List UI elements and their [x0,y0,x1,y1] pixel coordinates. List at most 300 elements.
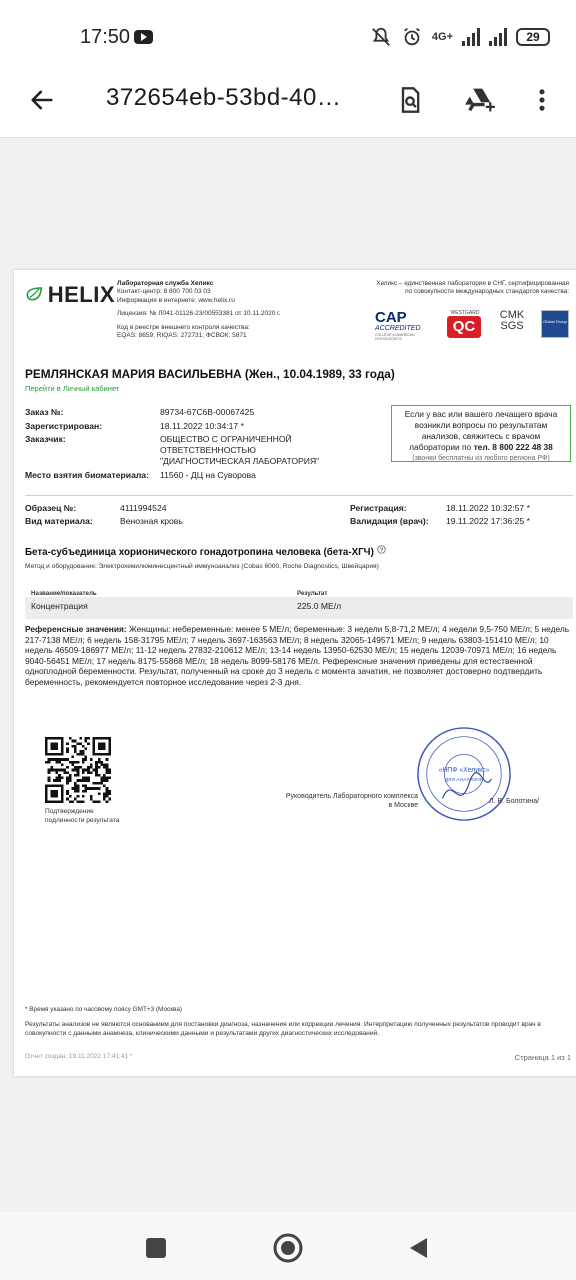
qr-module [103,785,106,788]
qr-module [50,737,53,740]
qr-module [45,740,48,743]
home-button[interactable] [270,1230,306,1266]
network-type: 4G+ [431,30,453,43]
qr-module [85,758,88,761]
test-title-text: Бета-субъединица хорионического гонадотропина человека (бета-ХГЧ) [25,547,374,558]
qr-module [85,790,88,793]
qr-module [87,777,90,780]
qr-module [103,742,106,745]
qr-module [48,761,51,764]
qr-module [45,795,48,798]
qr-module [45,798,48,801]
qr-module [61,742,64,745]
place-label: Место взятия биоматериала: [25,470,149,480]
qr-module [108,737,111,740]
qr-module [69,800,72,803]
mute-icon [370,26,392,48]
qr-caption-line1: Подтверждение [45,808,94,815]
stamp-sub: ДЛЯ АНАЛИЗОВ [444,777,484,783]
qr-module [48,785,51,788]
qr-module [100,748,103,751]
customer-value: ОБЩЕСТВО С ОГРАНИЧЕННОЙ ОТВЕТСТВЕННОСТЬЮ "ДИАГНОСТИЧЕСКАЯ ЛАБОРАТОРИЯ" [160,434,320,466]
qr-module [108,753,111,756]
search-in-document-button[interactable] [390,80,430,120]
qr-module [74,798,77,801]
drive-add-icon [464,86,496,114]
qr-module [85,740,88,743]
qr-module [103,779,106,782]
qr-module [82,779,85,782]
qr-module [98,761,101,764]
qr-module [82,750,85,753]
nav-back-button[interactable] [400,1230,436,1266]
status-icons [370,24,550,50]
qr-module [77,779,80,782]
qr-module [74,766,77,769]
qr-module [56,753,59,756]
qr-module [77,787,80,790]
place-value: 11560 - ДЦ на Суворова [160,470,256,480]
qr-module [48,771,51,774]
lab-license: Лицензия: № Л041-01126-23/00553381 от 10.11.2020 г. [117,310,281,318]
qr-module [56,769,59,772]
global-group-logo [541,310,569,338]
qr-module [82,753,85,756]
col-result-header: Результат [297,590,328,597]
cap-subtitle: ACCREDITED [375,325,421,332]
qr-module [82,758,85,761]
qr-module [100,763,103,766]
qr-module [58,800,61,803]
qr-module [61,800,64,803]
qr-module [93,787,96,790]
qr-module [106,737,109,740]
qr-module [56,792,59,795]
qr-module [61,798,64,801]
qr-module [98,774,101,777]
qr-module [53,790,56,793]
qr-module [87,769,90,772]
qr-module [61,740,64,743]
qr-module [56,779,59,782]
qr-module [79,779,82,782]
material-value: Венозная кровь [120,516,183,526]
cap-tiny: COLLEGE of AMERICAN PATHOLOGISTS [375,333,415,341]
qr-module [66,742,69,745]
qr-module [103,774,106,777]
qr-module [103,795,106,798]
lab-eqas: EQAS: 8659; RIQAS: 272731; ФСВОК: 5871 [117,332,247,340]
qr-module [100,737,103,740]
qr-module [103,798,106,801]
qr-module [98,753,101,756]
qr-module [108,792,111,795]
qr-module [79,737,82,740]
qr-module [66,790,69,793]
back-icon [407,1236,429,1260]
qr-module [82,785,85,788]
qr-module [108,798,111,801]
more-options-button[interactable] [522,80,562,120]
qr-module [100,777,103,780]
qr-module [82,745,85,748]
qr-module [93,750,96,753]
qr-module [79,742,82,745]
qr-module [45,737,48,740]
back-arrow-icon [28,86,56,114]
qr-module [56,785,59,788]
table-row [25,597,573,619]
qr-module [100,761,103,764]
qr-module [77,785,80,788]
registered-label: Зарегистрирован: [25,421,103,431]
logo-text: HELIX [47,282,115,307]
help-circle-icon[interactable] [377,545,386,554]
qr-module [87,766,90,769]
qr-module [56,748,59,751]
qr-module [98,787,101,790]
qr-module [45,742,48,745]
qr-module [53,792,56,795]
qr-module [87,742,90,745]
qr-module [58,774,61,777]
signal-icon [462,28,480,46]
cabinet-link[interactable]: Перейти в Личный кабинет [25,384,120,393]
qr-module [50,792,53,795]
qr-module [71,769,74,772]
qr-module [106,800,109,803]
qr-module [106,771,109,774]
back-button[interactable] [22,80,62,120]
qr-module [50,790,53,793]
qr-module [74,787,77,790]
qr-module [61,748,64,751]
customer-row [25,434,385,468]
qr-module [74,748,77,751]
qr-module [85,779,88,782]
qr-module [100,782,103,785]
add-to-drive-button[interactable] [460,80,500,120]
qr-module [61,763,64,766]
row-result: 225.0 МЕ/л [297,601,342,611]
qr-module [61,753,64,756]
contact-phone: тел. 8 800 222 48 38 [473,442,553,452]
youtube-icon [134,30,153,44]
qr-module [108,745,111,748]
qr-module [93,748,96,751]
head-sign-line2: в Москве [388,802,418,809]
cmk-label: CMK [499,309,525,321]
qr-module [50,800,53,803]
qr-module [108,777,111,780]
qr-module [108,771,111,774]
qr-module [66,750,69,753]
qr-module [103,737,106,740]
qr-module [58,779,61,782]
qr-module [82,790,85,793]
contact-text: Если у вас или вашего лечащего врача возникли вопросы по результатам анализов, свяжитесь с врачом лаборатории по [404,409,558,452]
qr-module [69,777,72,780]
qr-module [79,766,82,769]
lab-registry: Код в реестре внешнего контроля качества: [117,323,250,331]
qr-module [108,742,111,745]
qr-module [82,800,85,803]
qr-module [69,779,72,782]
qr-module [106,795,109,798]
qr-module [53,800,56,803]
qr-module [61,758,64,761]
qr-module [98,748,101,751]
qr-module [103,792,106,795]
qr-module [90,766,93,769]
qr-module [90,763,93,766]
qr-module [87,771,90,774]
qr-module [58,777,61,780]
qr-module [108,769,111,772]
qr-module [90,771,93,774]
qr-module [106,766,109,769]
certificates [375,310,569,346]
qr-module [98,800,101,803]
recent-apps-icon [145,1237,167,1259]
qr-module [106,753,109,756]
qr-module [66,758,69,761]
qr-module [66,771,69,774]
qr-module [53,745,56,748]
qr-module [77,753,80,756]
qr-module [69,774,72,777]
qr-module [77,761,80,764]
qr-module [58,761,61,764]
qr-module [53,742,56,745]
patient-name: РЕМЛЯНСКАЯ МАРИЯ ВАСИЛЬЕВНА (Жен., 10.04.1989, 33 года) [25,367,395,381]
qr-module [93,745,96,748]
qr-module [48,758,51,761]
qr-module [63,758,66,761]
signature-stroke [442,773,491,799]
timezone-note: * Время указано по часовому поясу GMT+3 (Москва) [25,1006,183,1013]
cap-title: CAP [375,309,407,326]
qr-module [108,750,111,753]
status-bar [0,0,576,66]
qr-module [95,800,98,803]
qr-module [48,753,51,756]
qr-module [79,753,82,756]
qr-module [106,787,109,790]
document-title: 372654eb-53bd-40… [106,84,342,111]
qr-module [48,769,51,772]
registered-value: 18.11.2022 10:34:17 * [160,421,244,431]
qr-module [69,761,72,764]
page-counter: Страница 1 из 1 [514,1053,571,1062]
qr-module [87,787,90,790]
order-label: Заказ №: [25,407,64,417]
test-method: Метод и оборудование: Электрохемилюминесцентный иммуноанализ (Cobas 6000, Roche Diagnostics, Швейцария) [25,563,379,570]
qr-module [63,769,66,772]
qr-module [95,761,98,764]
qr-module [82,771,85,774]
qr-module [77,769,80,772]
stamp-text: «НПФ «Хеликс» [438,767,490,775]
qr-module [58,785,61,788]
report-created: Отчет создан: 19.11.2022 17:41:41 * [25,1053,133,1060]
qr-module [61,792,64,795]
qr-module [77,766,80,769]
qr-module [61,795,64,798]
qr-module [90,758,93,761]
qr-module [45,750,48,753]
battery-icon: 29 [516,28,550,46]
qr-module [87,737,90,740]
qr-module [66,779,69,782]
qr-module [95,769,98,772]
helix-leaf-icon [25,283,44,307]
qr-module [66,766,69,769]
qr-module [77,800,80,803]
stamp-image [415,725,513,823]
qr-module [56,800,59,803]
qr-module [93,753,96,756]
qr-module [74,769,77,772]
col-name-header: Название/показатель [31,590,97,597]
qr-module [100,779,103,782]
qr-module [56,737,59,740]
qr-module [58,737,61,740]
navigation-bar [0,1212,576,1280]
qr-module [74,785,77,788]
qr-module [74,745,77,748]
qr-module [103,748,106,751]
qr-module [95,766,98,769]
qr-module [87,779,90,782]
qr-module [66,777,69,780]
qr-module [53,795,56,798]
qr-module [90,795,93,798]
qr-module [56,777,59,780]
qr-module [98,782,101,785]
disclaimer: Результаты анализов не являются основанием для постановки диагноза, назначения или коррекции лечения. Интерпретацию полученных результатов проводит врач в совокупности с данными анамнеза, клиническими данными и результатами других диагностических исследований. [25,1021,541,1037]
sgs-label: SGS [500,320,524,332]
qr-module [106,777,109,780]
qr-module [61,785,64,788]
qr-module [48,800,51,803]
westgard-qc-logo [447,310,483,338]
qr-module [50,758,53,761]
qr-module [74,782,77,785]
qr-module [82,761,85,764]
qr-module [45,792,48,795]
qr-module [48,779,51,782]
helix-description: Хеликс – единственная лаборатория в СНГ, сертифицированная по совокупности международных стандартов качества: [376,280,569,296]
qr-module [98,745,101,748]
qr-module [50,753,53,756]
registration-value: 18.11.2022 10:32:57 * [446,503,530,513]
qr-module [74,750,77,753]
qr-module [71,745,74,748]
alarm-icon [401,26,423,48]
qr-code[interactable] [45,737,111,803]
head-sign-line1: Руководитель Лабораторного комплекса [285,793,418,800]
qr-module [74,790,77,793]
gg-label: Global Group [541,310,569,338]
qr-module [66,782,69,785]
qr-module [61,737,64,740]
lab-info [117,280,337,340]
lab-name: Лабораторная служба Хеликс [117,280,214,287]
qr-module [71,755,74,758]
qr-module [85,737,88,740]
qr-module [108,740,111,743]
sample-value: 4111994524 [120,503,167,513]
qr-module [95,774,98,777]
qr-module [50,748,53,751]
qr-module [66,792,69,795]
qr-module [61,745,64,748]
row-name: Концентрация [31,601,88,611]
qr-module [56,771,59,774]
search-document-icon [396,86,424,114]
qr-module [98,758,101,761]
qr-module [61,777,64,780]
qr-module [100,742,103,745]
lab-web: Информация в интернете: www.helix.ru [117,296,235,304]
cmk-sgs-logo [497,310,527,332]
qr-module [106,758,109,761]
qr-module [50,795,53,798]
qr-module [53,737,56,740]
qr-module [45,748,48,751]
qr-module [85,755,88,758]
qr-module [71,787,74,790]
document-page[interactable] [14,270,576,1076]
material-label: Вид материала: [25,516,93,526]
qr-module [77,795,80,798]
qr-module [71,740,74,743]
qr-module [90,798,93,801]
qr-module [98,737,101,740]
qr-module [58,758,61,761]
recent-apps-button[interactable] [138,1230,174,1266]
contact-note: (звонки бесплатны из любого региона РФ) [412,455,550,462]
qr-module [77,774,80,777]
qr-module [85,748,88,751]
reference-text: Женщины: небеременные: менее 5 МЕ/л; беременные: 3 недели 5,8-71,2 МЕ/л; 4 недели 9,5-750 МЕ/л; 5 недель 217-7138 МЕ/л; 6 недель 158-31795 МЕ/л; 7 недель 3697-163563 МЕ/л; 8 недель 32065-149571 МЕ/л; 9 недель 63803-151410 МЕ/л; 10 недель 46509-186977 МЕ/л; 11-12 недель 27832-210612 МЕ/л; 13-14 недель 13950-62530 МЕ/л; 15 недель 12039-70971 МЕ/л; 16 недель 9040-56451 МЕ/л; 17 недель 8175-55868 МЕ/л; 18 недель 8099-58176 МЕ/л. Референсные значения приведены для естественной одноплодной беременности. Результат, полученный на сроке до 3 недель с момента зачатия, не позволяет достоверно подтвердить беременность, рекомендуется повторное исследование через 2-3 дня. [25,624,570,687]
qr-module [100,745,103,748]
qr-module [100,753,103,756]
qr-module [77,771,80,774]
qr-module [66,748,69,751]
home-icon [272,1232,304,1264]
qr-module [69,795,72,798]
qr-module [90,787,93,790]
qr-module [93,769,96,772]
qr-module [74,740,77,743]
qr-module [108,790,111,793]
qr-module [95,753,98,756]
qr-module [95,787,98,790]
lab-contact: Контакт-центр: 8 800 700 03 03 [117,288,211,296]
qr-module [93,800,96,803]
validation-label: Валидация (врач): [350,516,429,526]
reference-values [25,624,573,688]
qr-module [85,787,88,790]
registration-label: Регистрация: [350,503,407,513]
reference-label: Референсные значения: [25,624,127,634]
qr-module [103,766,106,769]
cap-logo [375,310,433,341]
qr-module [56,795,59,798]
qr-module [61,787,64,790]
